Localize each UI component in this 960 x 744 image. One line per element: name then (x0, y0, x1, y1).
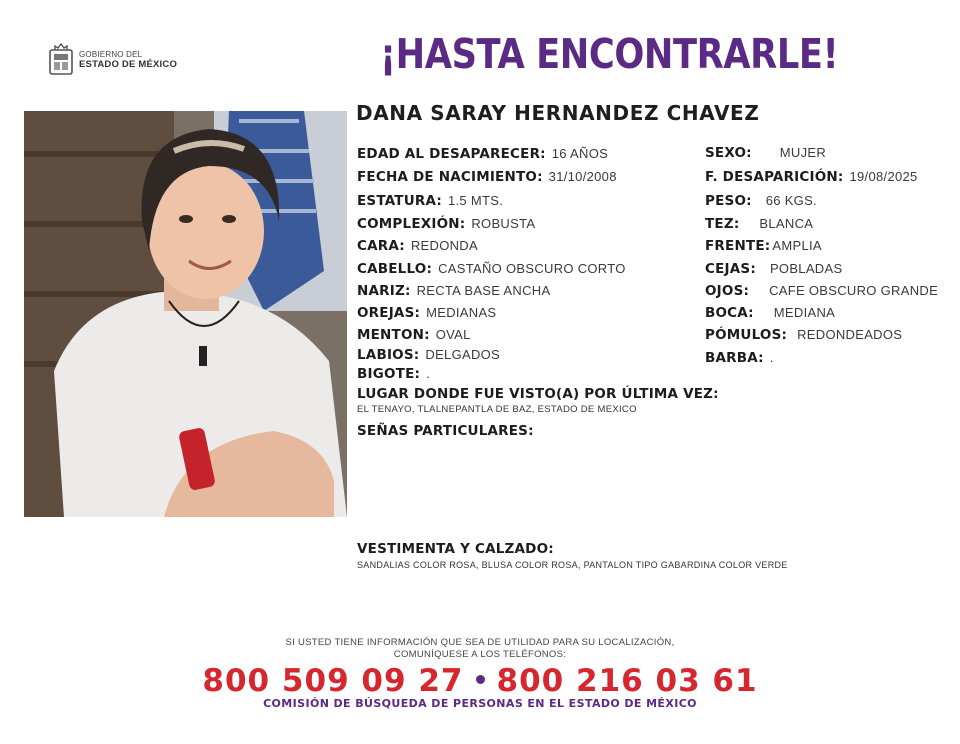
field-forehead: FRENTE: AMPLIA (705, 238, 822, 254)
phone-number-1[interactable]: 800 509 09 27 (202, 663, 464, 699)
field-birth-date: FECHA DE NACIMIENTO: 31/10/2008 (357, 169, 617, 185)
field-build: COMPLEXIÓN: ROBUSTA (357, 216, 536, 232)
separator-dot-icon (476, 675, 485, 684)
field-cheekbones: PÓMULOS: REDONDEADOS (705, 327, 903, 343)
field-face: CARA: REDONDA (357, 238, 478, 254)
commission-name: COMISIÓN DE BÚSQUEDA DE PERSONAS EN EL ESTADO DE MÉXICO (263, 697, 697, 710)
field-eyebrows: CEJAS: POBLADAS (705, 261, 843, 277)
contact-note-line1: SI USTED TIENE INFORMACIÓN QUE SEA DE UTILIDAD PARA SU LOCALIZACIÓN, (285, 637, 675, 648)
field-sex: SEXO: MUJER (705, 145, 827, 161)
particular-marks-label: SEÑAS PARTICULARES: (357, 423, 534, 439)
field-ears: OREJAS: MEDIANAS (357, 305, 497, 321)
field-beard: BARBA: . (705, 350, 774, 366)
phone-numbers (0, 663, 960, 699)
clothing-value: SANDALIAS COLOR ROSA, BLUSA COLOR ROSA, PANTALON TIPO GABARDINA COLOR VERDE (357, 560, 788, 570)
last-seen-value: EL TENAYO, TLALNEPANTLA DE BAZ, ESTADO DE MEXICO (357, 404, 637, 415)
missing-person-photo (24, 111, 347, 517)
phone-number-2[interactable]: 800 216 03 61 (496, 663, 758, 699)
field-hair: CABELLO: CASTAÑO OBSCURO CORTO (357, 261, 626, 277)
contact-note-line2: COMUNÍQUESE A LOS TELÉFONOS: (393, 649, 567, 660)
gov-name-line1: GOBIERNO DEL (79, 50, 143, 59)
last-seen-label: LUGAR DONDE FUE VISTO(A) POR ÚLTIMA VEZ: (357, 386, 719, 402)
person-name: DANA SARAY HERNANDEZ CHAVEZ (356, 101, 760, 125)
field-mustache: BIGOTE: . (357, 366, 431, 382)
state-emblem-icon (47, 43, 75, 77)
field-mouth: BOCA: MEDIANA (705, 305, 836, 321)
field-lips: LABIOS: DELGADOS (357, 347, 501, 363)
field-eyes: OJOS: CAFE OBSCURO GRANDE (705, 283, 939, 299)
clothing-label: VESTIMENTA Y CALZADO: (357, 541, 554, 557)
government-logo (47, 42, 187, 78)
headline: ¡HASTA ENCONTRARLE! (380, 30, 839, 78)
field-nose: NARIZ: RECTA BASE ANCHA (357, 283, 551, 299)
gov-name-line2: ESTADO DE MÉXICO (79, 59, 178, 70)
field-complexion: TEZ: BLANCA (705, 216, 814, 232)
field-weight: PESO: 66 KGS. (705, 193, 817, 209)
field-height: ESTATURA: 1.5 MTS. (357, 193, 504, 209)
field-age: EDAD AL DESAPARECER: 16 AÑOS (357, 146, 609, 162)
contact-instructions (0, 637, 960, 661)
field-chin: MENTON: OVAL (357, 327, 471, 343)
field-disappearance-date: F. DESAPARICIÓN: 19/08/2025 (705, 169, 918, 185)
